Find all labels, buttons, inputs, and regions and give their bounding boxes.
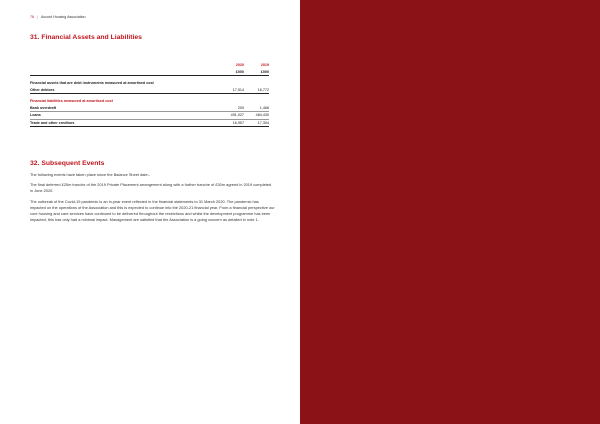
row-label: Trade and other creditors [30, 119, 219, 127]
financial-assets-table [30, 62, 269, 127]
table-row [30, 87, 269, 94]
row-value-current: 16,957 [219, 119, 244, 127]
row-value-prior: 16,772 [244, 87, 269, 94]
table-row [30, 119, 269, 127]
group2-label: Financial liabilities measured at amortised cost [30, 99, 113, 104]
table-row [30, 112, 269, 120]
row-value-prior: 1,466 [259, 105, 269, 110]
header-separator: | [37, 15, 38, 19]
row-value-prior: 17,304 [244, 119, 269, 127]
row-value-prior: 484,430 [244, 112, 269, 120]
paragraph-private-placement: The final deferred £25m tranche of the 2019 Private Placement arrangement along with a further tranche of £30m agreed in 2019 completed in June 2020. [30, 182, 272, 194]
section-31-title: 31. Financial Assets and Liabilities [30, 34, 142, 41]
unit-prior: £000 [244, 69, 269, 76]
year-prior: 2019 [260, 63, 269, 68]
year-current: 2020 [235, 63, 244, 68]
unit-current: £000 [219, 69, 244, 76]
page-header [30, 15, 85, 19]
row-value-current: 17,514 [219, 87, 244, 94]
row-label: Other debtors [30, 87, 219, 94]
group1-label: Financial assets that are debt instruments measured at amortised cost [30, 81, 154, 86]
row-value-current: 491,027 [219, 112, 244, 120]
section-32-title: 32. Subsequent Events [30, 160, 105, 167]
organisation-name: Accord Housing Association [40, 15, 86, 19]
row-value-current: 209 [237, 105, 244, 110]
paragraph-intro: The following events have taken place since the Balance Sheet date:- [30, 172, 151, 177]
row-label: Loans [30, 112, 219, 120]
row-label: Bank overdraft [30, 105, 57, 110]
right-page-panel [300, 0, 600, 424]
paragraph-covid: The outbreak of the Covid-19 pandemic is an in-year event reflected in the financial statements to 31 March 2020. The pandemic has impacted on the operations of the Association and this is expected to continue into the 2020-21 financial year. From a financial perspective our core housing and care services have continued to be delivered throughout the restrictions and whilst the development programme has been impacted, this has only had a minimal impact. Management are satisfied that the Association is a going concern as detailed in note 1. [30, 199, 275, 223]
unit-row [30, 69, 269, 76]
table-row [30, 105, 269, 112]
page-number: 76 [30, 15, 34, 19]
